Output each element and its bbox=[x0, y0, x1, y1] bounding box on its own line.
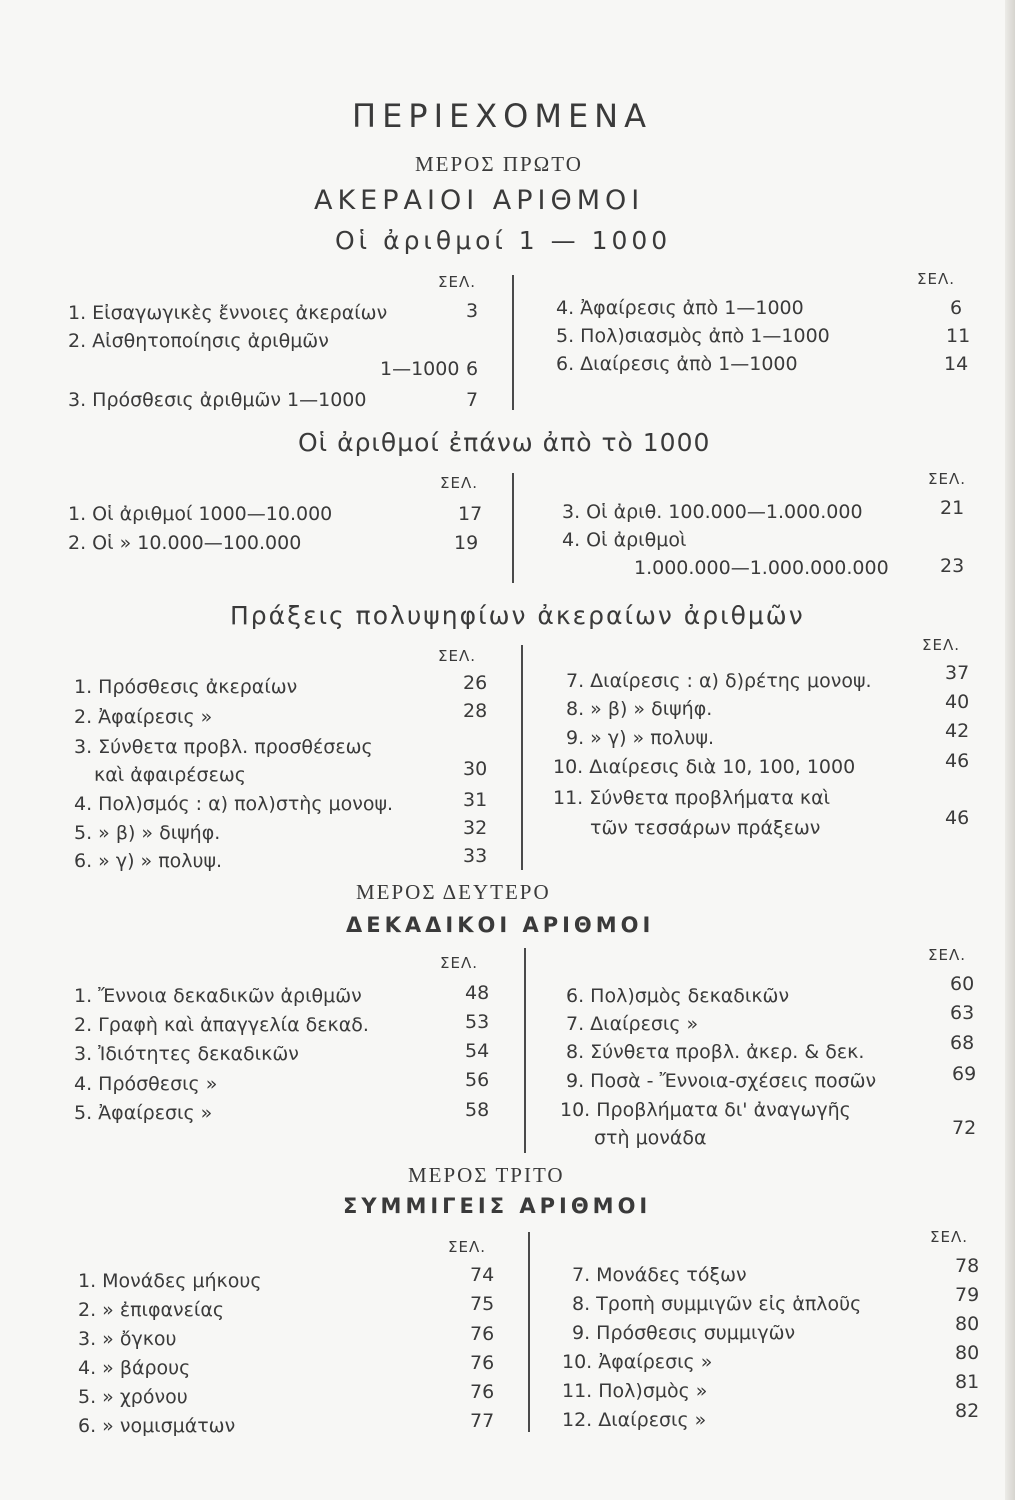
part2-label: ΜΕΡΟΣ ΔΕΥΤΕΡΟ bbox=[356, 880, 551, 904]
part3-heading: ΣΥΜΜΙΓΕΙΣ ΑΡΙΘΜΟΙ bbox=[343, 1194, 652, 1218]
toc-entry: 11. Πολ)σμὸς » bbox=[562, 1380, 708, 1402]
toc-entry: 8. Σύνθετα προβλ. ἀκερ. & δεκ. bbox=[566, 1041, 865, 1063]
page-header-left: ΣΕΛ. bbox=[440, 474, 478, 492]
toc-entry: 10. Προβλήματα δι' ἀναγωγῆς bbox=[560, 1099, 851, 1121]
toc-page: 63 bbox=[950, 1002, 975, 1024]
toc-page: 79 bbox=[955, 1284, 980, 1306]
toc-page: 23 bbox=[940, 555, 965, 577]
page-header-left: ΣΕΛ. bbox=[440, 954, 478, 972]
toc-entry: 5. Πολ)σιασμὸς ἀπὸ 1—1000 bbox=[556, 325, 830, 347]
page-edge bbox=[1005, 0, 1015, 1500]
toc-entry: 6. » νομισμάτων bbox=[78, 1415, 236, 1437]
toc-entry: 5. » β) » διψήφ. bbox=[74, 822, 221, 844]
toc-entry: 4. Οἱ ἀριθμοὶ bbox=[562, 529, 687, 551]
toc-entry: 5. » χρόνου bbox=[78, 1386, 188, 1408]
toc-entry: 3. » ὄγκου bbox=[78, 1328, 177, 1350]
toc-page: 21 bbox=[940, 497, 965, 519]
toc-entry: 2. Αἰσθητοποίησις ἀριθμῶν bbox=[68, 330, 329, 352]
toc-entry: 3. Οἱ ἀριθ. 100.000—1.000.000 bbox=[562, 501, 863, 523]
toc-entry: 7. Διαίρεσις : α) δ)ρέτης μονοψ. bbox=[566, 670, 872, 692]
page-header-right: ΣΕΛ. bbox=[928, 946, 966, 964]
column-divider bbox=[528, 1232, 530, 1432]
toc-page: 72 bbox=[952, 1117, 977, 1139]
toc-entry: 7. Μονάδες τόξων bbox=[572, 1264, 747, 1286]
toc-entry: 3. Ἰδιότητες δεκαδικῶν bbox=[74, 1043, 299, 1065]
toc-entry: 9. Ποσὰ - Ἔννοια-σχέσεις ποσῶν bbox=[566, 1070, 877, 1092]
toc-page: 76 bbox=[470, 1323, 495, 1345]
toc-entry: καὶ ἀφαιρέσεως bbox=[94, 764, 246, 786]
part1-label: ΜΕΡΟΣ ΠΡΩΤΟ bbox=[415, 152, 583, 176]
toc-entry: 9. Πρόσθεσις συμμιγῶν bbox=[572, 1322, 796, 1344]
toc-page: 33 bbox=[463, 845, 488, 867]
toc-entry: στὴ μονάδα bbox=[594, 1127, 707, 1149]
toc-entry: 5. Ἀφαίρεσις » bbox=[74, 1102, 213, 1124]
column-divider bbox=[512, 275, 514, 410]
part3-label: ΜΕΡΟΣ ΤΡΙΤΟ bbox=[408, 1163, 565, 1187]
toc-entry: 3. Πρόσθεσις ἀριθμῶν 1—1000 bbox=[68, 389, 367, 411]
toc-entry: 4. Πρόσθεσις » bbox=[74, 1073, 218, 1095]
toc-entry: 3. Σύνθετα προβλ. προσθέσεως bbox=[74, 736, 373, 758]
toc-entry: 2. Γραφὴ καὶ ἀπαγγελία δεκαδ. bbox=[74, 1014, 369, 1036]
toc-page: 81 bbox=[955, 1371, 980, 1393]
toc-page: 42 bbox=[945, 720, 970, 742]
toc-entry: 7. Διαίρεσις » bbox=[566, 1013, 699, 1035]
toc-page: 80 bbox=[955, 1313, 980, 1335]
toc-page: 19 bbox=[454, 532, 479, 554]
toc-entry: 4. Ἀφαίρεσις ἀπὸ 1—1000 bbox=[556, 297, 804, 319]
section-title-above-1000: Οἱ ἀριθμοί ἐπάνω ἀπὸ τὸ 1000 bbox=[298, 428, 711, 457]
section-title-1-1000: Οἱ ἀριθμοί 1 — 1000 bbox=[335, 226, 672, 255]
toc-page: 11 bbox=[946, 325, 971, 347]
column-divider bbox=[521, 645, 523, 870]
section-title-operations: Πράξεις πολυψηφίων ἀκεραίων ἀριθμῶν bbox=[230, 601, 805, 630]
toc-entry: 1. Οἱ ἀριθμοί 1000—10.000 bbox=[68, 503, 333, 525]
page-header-right: ΣΕΛ. bbox=[930, 1228, 968, 1246]
toc-page: 77 bbox=[470, 1410, 495, 1432]
toc-page: 56 bbox=[465, 1069, 490, 1091]
toc-page: 76 bbox=[470, 1381, 495, 1403]
page-title: ΠΕΡΙΕΧΟΜΕΝΑ bbox=[352, 97, 652, 135]
toc-page: 82 bbox=[955, 1400, 980, 1422]
page-header-left: ΣΕΛ. bbox=[438, 273, 476, 291]
column-divider bbox=[512, 473, 514, 583]
toc-page: 54 bbox=[465, 1040, 490, 1062]
toc-page: 7 bbox=[466, 389, 479, 411]
toc-entry: 1. Ἔννοια δεκαδικῶν ἀριθμῶν bbox=[74, 985, 362, 1007]
page-header-right: ΣΕΛ. bbox=[917, 270, 955, 288]
toc-entry: 9. » γ) » πολυψ. bbox=[566, 727, 715, 749]
toc-page: 32 bbox=[463, 817, 488, 839]
toc-page: 40 bbox=[945, 691, 970, 713]
toc-entry: 12. Διαίρεσις » bbox=[562, 1409, 707, 1431]
toc-entry: 6. Διαίρεσις ἀπὸ 1—1000 bbox=[556, 353, 798, 375]
toc-page: 58 bbox=[465, 1099, 490, 1121]
part1-heading: ΑΚΕΡΑΙΟΙ ΑΡΙΘΜΟΙ bbox=[314, 185, 645, 216]
toc-entry: 10. Ἀφαίρεσις » bbox=[562, 1351, 713, 1373]
toc-entry: 1—1000 bbox=[380, 358, 460, 380]
toc-page: 76 bbox=[470, 1352, 495, 1374]
toc-page: 46 bbox=[945, 807, 970, 829]
toc-entry: 10. Διαίρεσις διὰ 10, 100, 1000 bbox=[553, 756, 856, 778]
toc-entry: 2. » ἐπιφανείας bbox=[78, 1299, 225, 1321]
toc-page: 60 bbox=[950, 973, 975, 995]
toc-entry: 2. Οἱ » 10.000—100.000 bbox=[68, 532, 302, 554]
toc-page: 6 bbox=[466, 358, 479, 380]
toc-entry: 6. Πολ)σμὸς δεκαδικῶν bbox=[566, 985, 790, 1007]
toc-entry: 2. Ἀφαίρεσις » bbox=[74, 706, 213, 728]
toc-entry: τῶν τεσσάρων πράξεων bbox=[590, 817, 821, 839]
toc-entry: 6. » γ) » πολυψ. bbox=[74, 850, 223, 872]
toc-page: 6 bbox=[950, 297, 963, 319]
toc-page: 17 bbox=[458, 503, 483, 525]
toc-page: 48 bbox=[465, 982, 490, 1004]
page-header-right: ΣΕΛ. bbox=[922, 636, 960, 654]
toc-page: 74 bbox=[470, 1264, 495, 1286]
toc-entry: 8. Τροπὴ συμμιγῶν εἰς ἁπλοῦς bbox=[572, 1293, 862, 1315]
toc-page: 53 bbox=[465, 1011, 490, 1033]
part2-heading: ΔΕΚΑΔΙΚΟΙ ΑΡΙΘΜΟΙ bbox=[346, 913, 655, 937]
toc-page: 75 bbox=[470, 1293, 495, 1315]
toc-page: 30 bbox=[463, 758, 488, 780]
toc-entry: 4. » βάρους bbox=[78, 1357, 191, 1379]
toc-entry: 1. Εἰσαγωγικὲς ἔννοιες ἀκεραίων bbox=[68, 302, 388, 324]
toc-page: 14 bbox=[944, 353, 969, 375]
toc-entry: 4. Πολ)σμός : α) πολ)στὴς μονοψ. bbox=[74, 793, 394, 815]
toc-page: 80 bbox=[955, 1342, 980, 1364]
toc-entry: 8. » β) » διψήφ. bbox=[566, 698, 713, 720]
page-header-left: ΣΕΛ. bbox=[448, 1238, 486, 1256]
toc-entry: 1. Μονάδες μήκους bbox=[78, 1270, 262, 1292]
toc-page: 46 bbox=[945, 750, 970, 772]
toc-entry: 11. Σύνθετα προβλήματα καὶ bbox=[553, 787, 831, 809]
page-header-left: ΣΕΛ. bbox=[438, 647, 476, 665]
toc-page: 26 bbox=[463, 672, 488, 694]
toc-page: 31 bbox=[463, 789, 488, 811]
page-header-right: ΣΕΛ. bbox=[928, 470, 966, 488]
toc-page: 78 bbox=[955, 1255, 980, 1277]
toc-entry: 1.000.000—1.000.000.000 bbox=[634, 557, 889, 579]
toc-page: 28 bbox=[463, 700, 488, 722]
toc-page: 37 bbox=[945, 662, 970, 684]
toc-entry: 1. Πρόσθεσις ἀκεραίων bbox=[74, 676, 298, 698]
toc-page: 69 bbox=[952, 1063, 977, 1085]
toc-page: 68 bbox=[950, 1032, 975, 1054]
column-divider bbox=[524, 948, 526, 1153]
toc-page: 3 bbox=[466, 300, 479, 322]
